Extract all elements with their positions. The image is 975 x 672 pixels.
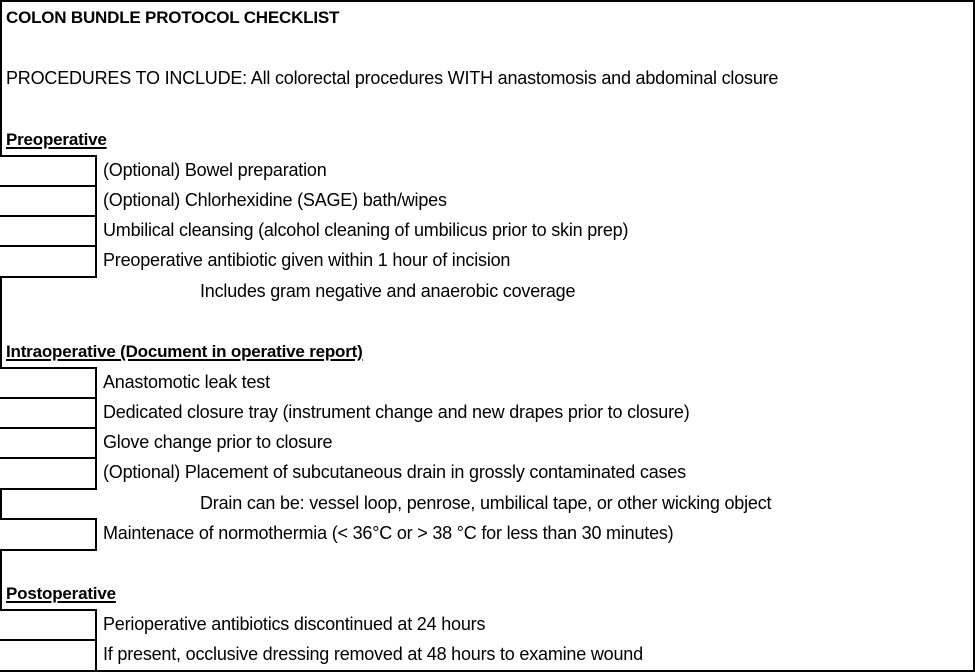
procedures-to-include: PROCEDURES TO INCLUDE: All colorectal procedures WITH anastomosis and abdominal closure xyxy=(6,68,779,88)
item-note: Includes gram negative and anaerobic coverage xyxy=(200,281,576,301)
checkbox-bowel-prep[interactable] xyxy=(0,155,97,188)
item-label: (Optional) Bowel preparation xyxy=(103,160,327,180)
item-note: Drain can be: vessel loop, penrose, umbilical tape, or other wicking object xyxy=(200,493,772,513)
section-heading-preoperative: Preoperative xyxy=(6,130,107,149)
item-label: Perioperative antibiotics discontinued at 24 hours xyxy=(103,614,486,634)
item-label: Anastomotic leak test xyxy=(103,372,270,392)
checkbox-preop-antibiotic[interactable] xyxy=(0,245,97,278)
item-label: Preoperative antibiotic given within 1 hour of incision xyxy=(103,250,511,270)
checkbox-chlorhexidine[interactable] xyxy=(0,185,97,218)
checklist-title: COLON BUNDLE PROTOCOL CHECKLIST xyxy=(6,8,340,27)
item-label: (Optional) Chlorhexidine (SAGE) bath/wipes xyxy=(103,190,447,210)
item-label: Dedicated closure tray (instrument change and new drapes prior to closure) xyxy=(103,402,690,422)
checkbox-normothermia[interactable] xyxy=(0,518,97,551)
checkbox-glove-change[interactable] xyxy=(0,427,97,460)
checkbox-subcutaneous-drain[interactable] xyxy=(0,457,97,490)
item-label: Umbilical cleansing (alcohol cleaning of umbilicus prior to skin prep) xyxy=(103,220,629,240)
item-label: If present, occlusive dressing removed at 48 hours to examine wound xyxy=(103,644,643,664)
checkbox-closure-tray[interactable] xyxy=(0,397,97,430)
checkbox-dressing-removed[interactable] xyxy=(0,639,97,672)
item-label: (Optional) Placement of subcutaneous drain in grossly contaminated cases xyxy=(103,462,686,482)
checkbox-antibiotics-discontinued[interactable] xyxy=(0,609,97,642)
checkbox-umbilical-cleansing[interactable] xyxy=(0,215,97,248)
item-label: Glove change prior to closure xyxy=(103,432,333,452)
section-heading-intraoperative: Intraoperative (Document in operative report) xyxy=(6,342,363,361)
section-heading-postoperative: Postoperative xyxy=(6,584,116,603)
item-label: Maintenace of normothermia (< 36°C or > 38 °C for less than 30 minutes) xyxy=(103,523,674,543)
checkbox-leak-test[interactable] xyxy=(0,367,97,400)
